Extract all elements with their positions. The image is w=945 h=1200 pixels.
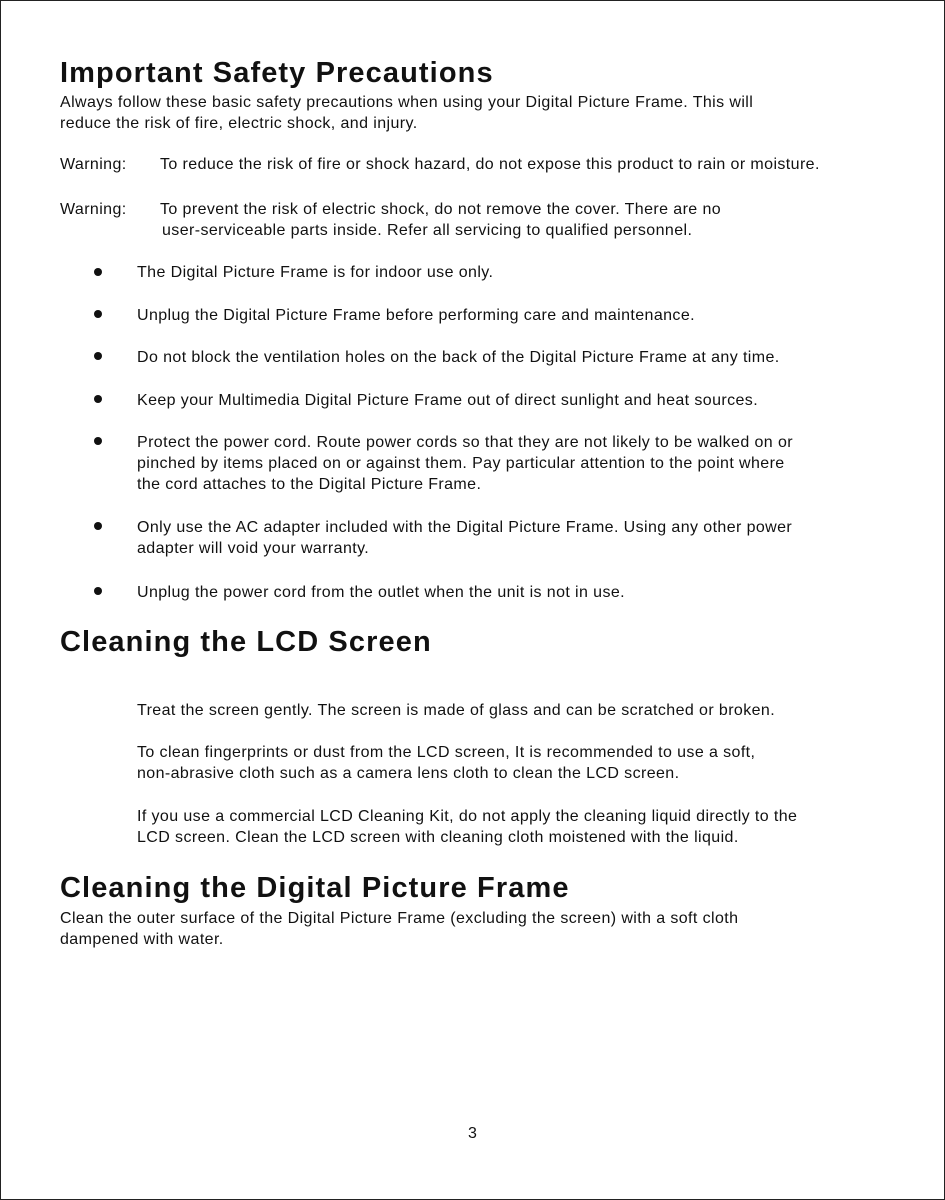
bullet-text-line: Do not block the ventilation holes on the back of the Digital Picture Frame at any time. [137,349,780,366]
warning-label: Warning: [60,201,127,218]
bullet-text-line: Protect the power cord. Route power cords so that they are not likely to be walked on or [137,434,793,451]
lcd-paragraph [137,806,797,848]
frame-body [60,908,738,950]
bullet-text-line: adapter will void your warranty. [137,540,370,557]
lcd-paragraph-line: To clean fingerprints or dust from the LCD screen, It is recommended to use a soft, [137,744,756,761]
bullet-text-line: The Digital Picture Frame is for indoor use only. [137,264,494,281]
bullet-text-line: Unplug the Digital Picture Frame before performing care and maintenance. [137,307,695,324]
bullet-dot-icon [94,268,102,276]
warning-text-line: To prevent the risk of electric shock, do not remove the cover. There are no [160,201,722,218]
bullet-text-line: Only use the AC adapter included with the Digital Picture Frame. Using any other power [137,519,793,536]
bullet-text-line: pinched by items placed on or against them. Pay particular attention to the point where [137,455,785,472]
bullet-text-line: Keep your Multimedia Digital Picture Frame out of direct sunlight and heat sources. [137,392,759,409]
safety-intro-line: reduce the risk of fire, electric shock, and injury. [60,115,418,132]
lcd-paragraph-line: LCD screen. Clean the LCD screen with cleaning cloth moistened with the liquid. [137,829,739,846]
bullet-text-line: the cord attaches to the Digital Picture Frame. [137,476,482,493]
page-number: 3 [468,1125,477,1142]
bullet-dot-icon [94,395,102,403]
section-title-safety: Important Safety Precautions [60,57,494,89]
lcd-paragraph [137,742,755,784]
frame-body-line: Clean the outer surface of the Digital Picture Frame (excluding the screen) with a soft cloth [60,910,739,927]
section-title-frame: Cleaning the Digital Picture Frame [60,872,570,904]
safety-intro-line: Always follow these basic safety precautions when using your Digital Picture Frame. This will [60,94,754,111]
warning-text [160,199,721,241]
frame-body-line: dampened with water. [60,931,224,948]
bullet-text-line: Unplug the power cord from the outlet when the unit is not in use. [137,584,626,601]
bullet-dot-icon [94,437,102,445]
lcd-paragraph [137,700,775,721]
bullet-dot-icon [94,587,102,595]
lcd-paragraph-line: non-abrasive cloth such as a camera lens cloth to clean the LCD screen. [137,765,680,782]
lcd-paragraph-line: If you use a commercial LCD Cleaning Kit, do not apply the cleaning liquid directly to the [137,808,798,825]
bullet-dot-icon [94,310,102,318]
warning-label: Warning: [60,156,127,173]
bullet-dot-icon [94,522,102,530]
bullet-dot-icon [94,352,102,360]
warning-text-line: user-serviceable parts inside. Refer all servicing to qualified personnel. [162,222,693,239]
warning-text: To reduce the risk of fire or shock hazard, do not expose this product to rain or moisture. [160,156,820,173]
section-title-lcd: Cleaning the LCD Screen [60,626,432,658]
safety-intro [60,92,753,134]
lcd-paragraph-line: Treat the screen gently. The screen is made of glass and can be scratched or broken. [137,702,776,719]
